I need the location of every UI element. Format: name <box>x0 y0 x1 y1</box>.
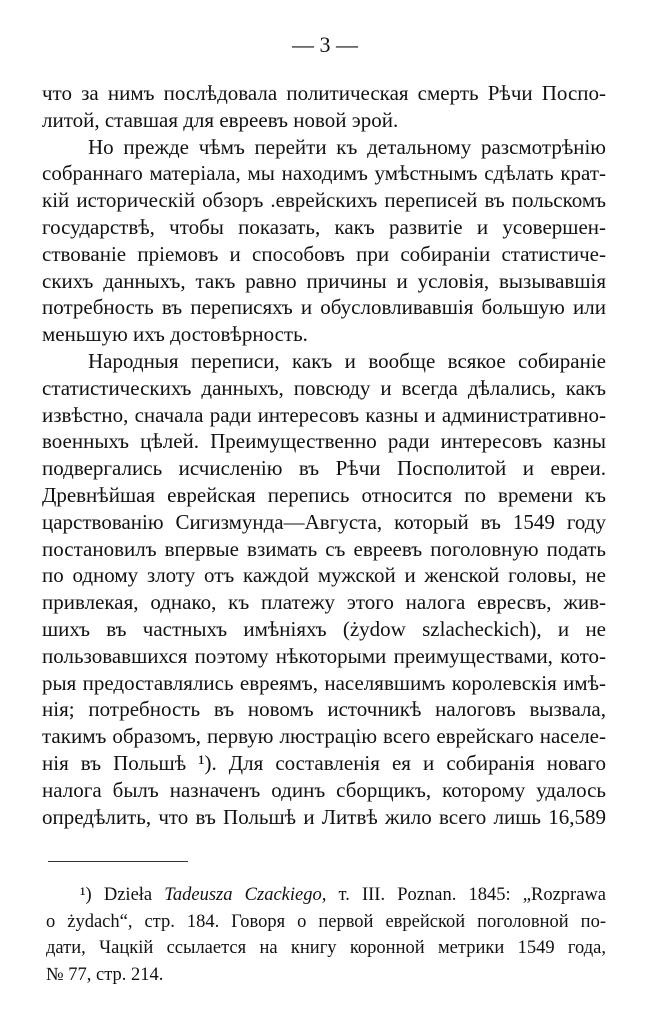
text-line: опредѣлить, что въ Польшѣ и Литвѣ жило всего лишь 16,589 <box>42 804 606 829</box>
text-line: царствованію Сигизмунда—Августа, который въ 1549 году <box>42 509 606 534</box>
text-line: привлекая, однако, къ платежу этого налога евресвъ, жив- <box>42 590 606 615</box>
footnote-text: ¹) Dzieła <box>80 885 165 905</box>
text-line: нія; потребность въ новомъ источникѣ налоговъ вызвала, <box>42 697 606 722</box>
text-line: ствованіе пріемовъ и способовъ при собираніи статистиче- <box>42 241 606 266</box>
text-line: по одному злоту отъ каждой мужской и женской головы, не <box>42 563 606 588</box>
text-line: такимъ образомъ, первую люстрацію всего еврейскаго населе- <box>42 724 606 749</box>
text-line: кій историческій обзоръ .еврейскихъ переписей въ польскомъ <box>42 188 606 213</box>
page-number: — 3 — <box>292 32 358 57</box>
text-line: нія въ Польшѣ ¹). Для составленія ея и собиранія новаго <box>42 750 606 775</box>
footnote-author: Tadeusza Czackiego, <box>164 885 327 905</box>
text-line: потребность въ переписяхъ и обусловливавшія большую или <box>42 295 606 320</box>
text-line: литой, ставшая для евреевъ новой эрой. <box>42 107 399 132</box>
text-line: постановилъ впервые взимать съ евреевъ поголовную подать <box>42 536 606 561</box>
text-line: пользовавшихся поэтому нѣкоторыми преимуществами, кото- <box>42 643 606 668</box>
footnote-line: № 77, стр. 214. <box>46 965 164 986</box>
text-line: военныхъ цѣлей. Преимущественно ради интересовъ казны <box>42 429 606 454</box>
footnote-line: o żydach“, стр. 184. Говоря о первой еврейской поголовной по- <box>46 911 606 932</box>
main-text <box>42 80 606 830</box>
text-line: шихъ въ частныхъ имѣніяхъ (żydow szlacheckich), и не <box>42 616 606 641</box>
footnote-text: т. III. Poznan. 1845: „Rozprawa <box>326 885 606 905</box>
footnote-line: дати, Чацкій ссылается на книгу коронной метрики 1549 года, <box>46 938 606 959</box>
text-line: Но прежде чѣмъ перейти къ детальному разсмотрѣнію <box>88 134 606 159</box>
text-line: Древнѣйшая еврейская перепись относится по времени къ <box>42 482 606 507</box>
footnote-divider <box>48 861 188 862</box>
footnote <box>46 882 606 989</box>
text-line: рыя предоставлялись евреямъ, населявшимъ королевскія имѣ- <box>42 670 606 695</box>
text-line: государствѣ, чтобы показать, какъ развитіе и усовершен- <box>42 214 606 239</box>
text-line: статистическихъ данныхъ, повсюду и всегда дѣлались, какъ <box>42 375 606 400</box>
text-line: извѣстно, сначала ради интересовъ казны и административно- <box>42 402 606 427</box>
text-line: налога былъ назначенъ одинъ сборщикъ, которому удалось <box>42 777 606 802</box>
text-line: что за нимъ послѣдовала политическая смерть Рѣчи Поспо- <box>42 81 606 105</box>
text-line: скихъ данныхъ, такъ равно причины и условія, вызывавшія <box>42 268 606 293</box>
text-line: меньшую ихъ достовѣрность. <box>42 322 308 347</box>
footnote-line <box>46 882 606 909</box>
text-line: собраннаго матеріала, мы находимъ умѣстнымъ сдѣлать крат- <box>42 161 606 186</box>
text-line: подвергались исчисленію въ Рѣчи Посполитой и евреи. <box>42 456 606 481</box>
text-line: Народныя переписи, какъ и вообще всякое собираніе <box>88 348 606 373</box>
